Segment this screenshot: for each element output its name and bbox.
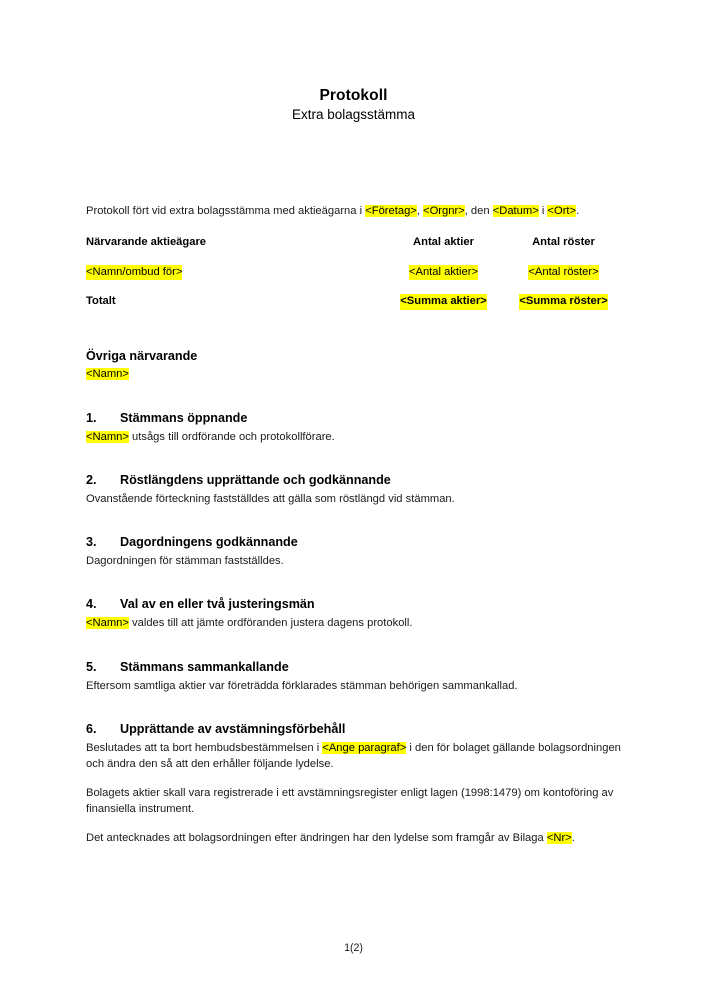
section-6-body-pre: Beslutades att ta bort hembudsbestämmelsen i bbox=[86, 742, 323, 754]
field-shareholder-shares[interactable]: <Antal aktier> bbox=[409, 265, 478, 281]
section-2-body: Ovanstående förteckning fastställdes att gälla som röstlängd vid stämman. bbox=[86, 493, 455, 505]
section-6-extra-paragraph-1: Bolagets aktier skall vara registrerade i ett avstämningsregister enligt lagen (1998:1479) om kontoföring av finansiella instrument. bbox=[86, 787, 614, 815]
section-1-body bbox=[86, 427, 631, 446]
field-shareholder-name[interactable]: <Namn/ombud för> bbox=[86, 265, 182, 281]
field-date[interactable]: <Datum> bbox=[492, 205, 539, 217]
section-5-number: 5. bbox=[86, 660, 97, 674]
section-1-title: Stämmans öppnande bbox=[120, 411, 248, 425]
section-4-heading bbox=[86, 596, 631, 613]
section-4-body bbox=[86, 613, 631, 632]
cell-name bbox=[86, 265, 381, 295]
table-row bbox=[86, 265, 621, 295]
section-6-title: Upprättande av avstämningsförbehåll bbox=[120, 722, 346, 736]
table-header-row bbox=[86, 235, 621, 265]
field-adjuster-name[interactable]: <Namn> bbox=[86, 617, 129, 629]
section-5-body: Eftersom samtliga aktier var företrädda förklarades stämman behörigen sammankallad. bbox=[86, 680, 518, 692]
section-5-title: Stämmans sammankallande bbox=[120, 660, 289, 674]
section-3-title: Dagordningens godkännande bbox=[120, 535, 298, 549]
section-3-body: Dagordningen för stämman fastställdes. bbox=[86, 555, 284, 567]
section-2-title: Röstlängdens upprättande och godkännande bbox=[120, 473, 391, 487]
table-total-row bbox=[86, 294, 621, 310]
field-appendix-number[interactable]: <Nr> bbox=[546, 832, 572, 844]
section-1-heading bbox=[86, 410, 631, 427]
field-chairman-name[interactable]: <Namn> bbox=[86, 431, 129, 443]
section-6-number: 6. bbox=[86, 722, 97, 736]
section-6-extra-paragraph-2 bbox=[86, 817, 631, 847]
section-2-number: 2. bbox=[86, 473, 97, 487]
shareholder-table bbox=[86, 235, 621, 310]
field-total-votes[interactable]: <Summa röster> bbox=[519, 294, 607, 310]
section-5-heading bbox=[86, 659, 631, 676]
section-6-heading bbox=[86, 721, 631, 738]
section-3 bbox=[86, 534, 631, 570]
cell-votes bbox=[506, 265, 621, 295]
title-block bbox=[86, 86, 621, 123]
field-place[interactable]: <Ort> bbox=[547, 205, 577, 217]
section-6-extra-2-pre: Det antecknades att bolagsordningen efter ändringen har den lydelse som framgår av Bilaga bbox=[86, 832, 547, 844]
total-label: Totalt bbox=[86, 295, 116, 307]
section-1-number: 1. bbox=[86, 411, 97, 425]
section-6-body bbox=[86, 738, 631, 772]
section-3-heading bbox=[86, 534, 631, 551]
section-4 bbox=[86, 596, 631, 632]
field-shareholder-votes[interactable]: <Antal röster> bbox=[528, 265, 598, 281]
document-title: Protokoll bbox=[319, 87, 388, 104]
intro-text-5: . bbox=[576, 205, 580, 217]
cell-total-votes bbox=[506, 294, 621, 310]
field-paragraph-ref[interactable]: <Ange paragraf> bbox=[322, 742, 407, 754]
cell-total-shares bbox=[381, 294, 506, 310]
header-votes: Antal röster bbox=[532, 236, 595, 248]
header-name: Närvarande aktieägare bbox=[86, 236, 207, 248]
header-shares: Antal aktier bbox=[413, 236, 474, 248]
document-subtitle: Extra bolagsstämma bbox=[291, 107, 416, 122]
intro-text-4: i bbox=[538, 205, 548, 217]
other-attendees-block bbox=[86, 348, 621, 383]
cell-shares bbox=[381, 265, 506, 295]
section-1-body-post: utsågs till ordförande och protokollförare. bbox=[128, 431, 335, 443]
intro-text bbox=[86, 204, 631, 220]
field-total-shares[interactable]: <Summa aktier> bbox=[400, 294, 486, 310]
field-other-attendee-name[interactable]: <Namn> bbox=[86, 368, 129, 380]
section-3-number: 3. bbox=[86, 535, 97, 549]
section-4-body-post: valdes till att jämte ordföranden justera dagens protokoll. bbox=[128, 617, 413, 629]
section-2-heading bbox=[86, 472, 631, 489]
intro-text-2: , bbox=[416, 205, 424, 217]
section-5 bbox=[86, 659, 631, 695]
field-company[interactable]: <Företag> bbox=[365, 205, 417, 217]
section-6-extra-2-post: . bbox=[571, 832, 575, 844]
other-attendees-name-line bbox=[86, 365, 621, 383]
section-4-number: 4. bbox=[86, 597, 97, 611]
section-6 bbox=[86, 721, 631, 847]
intro-text-1: Protokoll fört vid extra bolagsstämma med aktieägarna i bbox=[86, 205, 366, 217]
intro-text-3: , den bbox=[464, 205, 493, 217]
section-1 bbox=[86, 410, 631, 446]
field-orgnr[interactable]: <Orgnr> bbox=[423, 205, 465, 217]
section-6-body-post: i den för bolaget gällande bolagsordningen och ändra den så att den erhåller följande lydelse. bbox=[86, 742, 621, 770]
other-attendees-heading: Övriga närvarande bbox=[86, 349, 198, 363]
page-footer: 1(2) bbox=[344, 942, 363, 954]
intro-paragraph bbox=[86, 204, 631, 220]
section-4-title: Val av en eller två justeringsmän bbox=[120, 597, 315, 611]
section-2 bbox=[86, 472, 631, 508]
